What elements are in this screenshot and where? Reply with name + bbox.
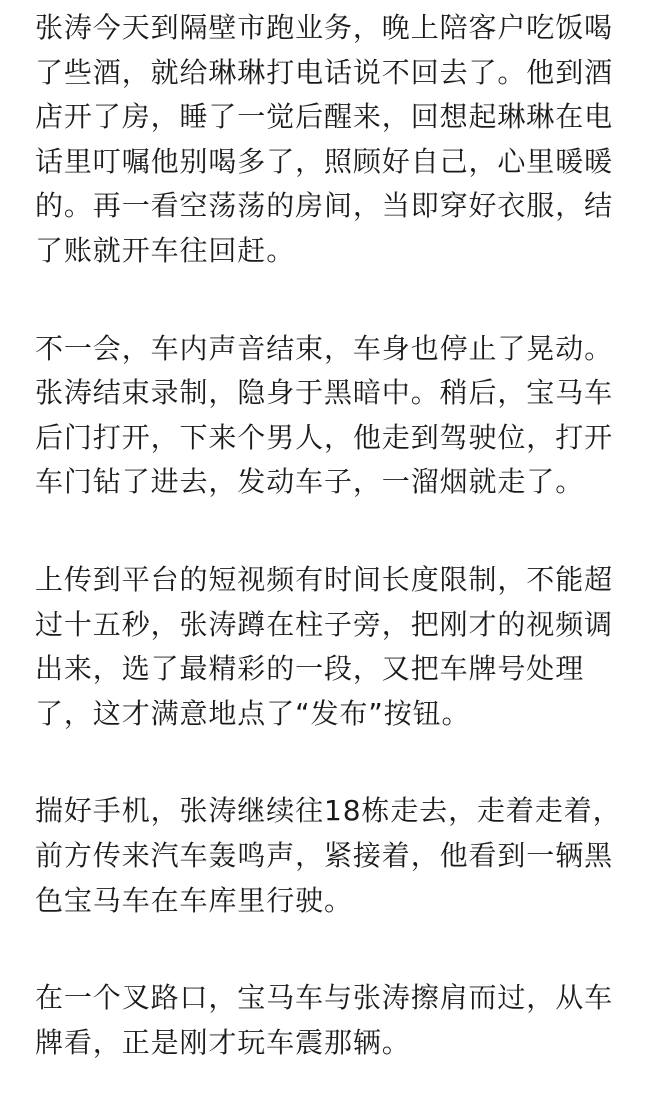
text-line: 张涛结束录制，隐身于黑暗中。稍后，宝马车	[35, 376, 614, 410]
paragraph-1	[0, 6, 660, 274]
text-line: 张涛今天到隔壁市跑业务，晚上陪客户吃饭喝	[35, 11, 614, 44]
text-line: 车门钻了进去，发动车子，一溜烟就走了。	[35, 465, 585, 499]
text-line: 了些酒，就给琳琳打电话说不回去了。他到酒	[35, 55, 614, 89]
text-line: 过十五秒，张涛蹲在柱子旁，把刚才的视频调	[35, 607, 614, 641]
text-line: 揣好手机，张涛继续往18栋走去，走着走着，	[35, 794, 622, 828]
text-line: 后门打开，下来个男人，他走到驾驶位，打开	[35, 420, 614, 454]
text-line: 出来，选了最精彩的一段，又把车牌号处理	[35, 652, 585, 686]
paragraph-3	[0, 558, 660, 736]
paragraph-2	[0, 327, 660, 505]
paragraph-5	[0, 976, 660, 1065]
text-line: 前方传来汽车轰鸣声，紧接着，他看到一辆黑	[35, 838, 614, 872]
text-line: 了账就开车往回赶。	[35, 233, 296, 267]
text-line: 店开了房，睡了一觉后醒来，回想起琳琳在电	[35, 100, 614, 134]
paragraph-4	[0, 789, 660, 923]
text-line: 不一会，车内声音结束，车身也停止了晃动。	[35, 331, 614, 365]
text-line: 上传到平台的短视频有时间长度限制，不能超	[35, 562, 614, 596]
text-line: 牌看，正是刚才玩车震那辆。	[35, 1025, 411, 1059]
text-line: 色宝马车在车库里行驶。	[35, 883, 353, 917]
text-line: 在一个叉路口，宝马车与张涛擦肩而过，从车	[35, 981, 614, 1015]
text-line: 的。再一看空荡荡的房间，当即穿好衣服，结	[35, 189, 614, 223]
text-line: 了，这才满意地点了“发布”按钮。	[35, 696, 471, 730]
text-line: 话里叮嘱他别喝多了，照顾好自己，心里暖暖	[35, 144, 614, 178]
